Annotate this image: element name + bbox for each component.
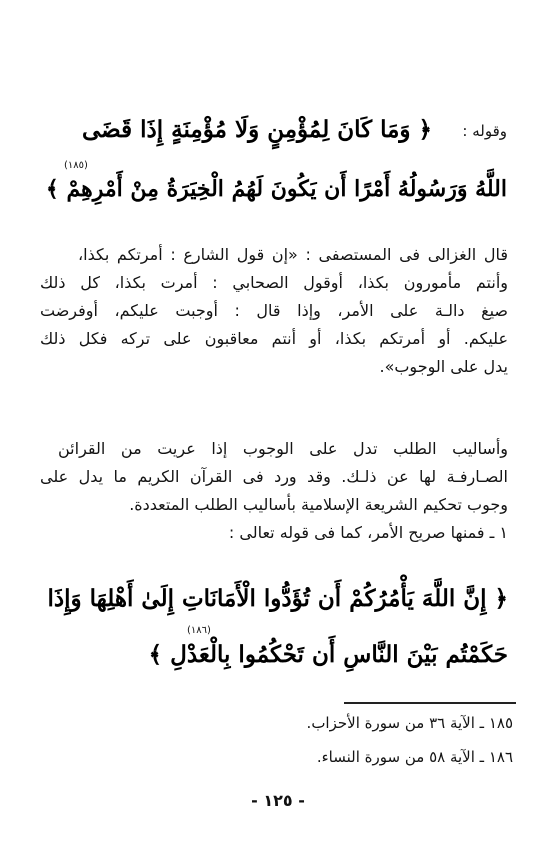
paragraph-talab-line-2: الصـارفـة لها عن ذلـك. وقد ورد فى القرآن الكريم ما يدل على [40,467,508,486]
footnote-ref-185: (١٨٥) [64,160,88,171]
footnote-185: ١٨٥ ـ الآية ٣٦ من سورة الأحزاب. [306,714,513,732]
paragraph-ghazali-line-1: قال الغزالى فى المستصفى : «إن قول الشارع : أمرتكم بكذا، [78,245,508,264]
paragraph-talab-line-1: وأساليب الطلب تدل على الوجوب إذا عريت من القرائن [58,439,508,458]
quran-verse-ahzab-line-1: ﴿ وَمَا كَانَ لِمُؤْمِنٍ وَلَا مُؤْمِنَةٍ إِذَا قَضَى [82,116,432,143]
paragraph-ghazali-line-4: عليكم. أو أمرتكم بكذا، أو أنتم معاقبون على تركه فكل ذلك [40,329,508,348]
footnote-separator [344,702,516,704]
quran-verse-nisa-line-1: ﴿ إِنَّ اللَّهَ يَأْمُرُكُمْ أَن تُؤَدُّوا الْأَمَانَاتِ إِلَىٰ أَهْلِهَا وَإِذَا [47,585,508,612]
item-1-intro: ١ ـ فمنها صريح الأمر، كما فى قوله تعالى : [228,523,508,542]
footnote-ref-186: (١٨٦) [187,625,211,636]
footnote-186: ١٨٦ ـ الآية ٥٨ من سورة النساء. [316,748,513,766]
paragraph-ghazali-line-2: وأنتم مأمورون بكذا، أوقول الصحابي : أمرت بكذا، كل ذلك [40,273,508,292]
page-number: - ١٢٥ - [251,791,305,810]
paragraph-talab-line-3: وجوب تحكيم الشريعة الإسلامية بأساليب الطلب المتعددة. [129,495,508,514]
quran-verse-ahzab-line-2: اللَّهُ وَرَسُولُهُ أَمْرًا أَن يَكُونَ لَهُمُ الْخِيَرَةُ مِنْ أَمْرِهِمْ ﴾ [45,176,507,202]
verse-intro-label: وقوله : [462,122,507,140]
paragraph-ghazali-line-5: يدل على الوجوب». [379,357,508,376]
paragraph-ghazali-line-3: صيغ دالـة على الأمر، وإذا قال : أوجبت عليكم، أوفرضت [40,301,508,320]
quran-verse-nisa-line-2: حَكَمْتُم بَيْنَ النَّاسِ أَن تَحْكُمُوا بِالْعَدْلِ ﴾ [148,641,508,668]
